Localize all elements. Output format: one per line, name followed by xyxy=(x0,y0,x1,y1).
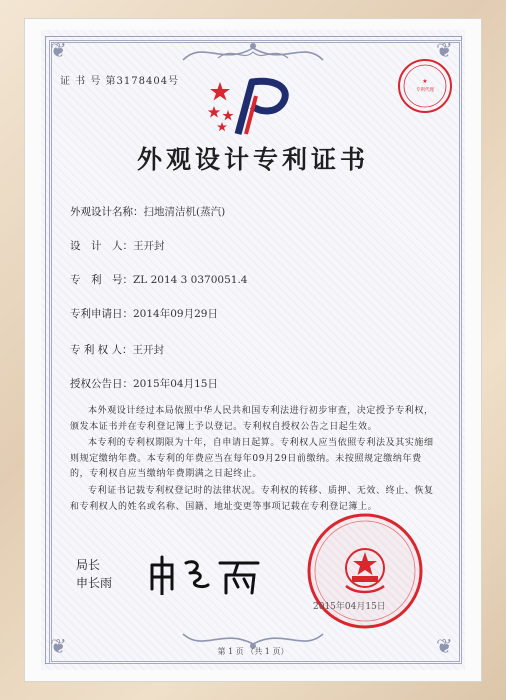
field-value: 王开封 xyxy=(133,240,165,252)
field-value: ZL 2014 3 0370051.4 xyxy=(133,274,248,286)
director-name: 申长雨 xyxy=(76,576,113,590)
corner-ornament-bottom-left: ❦ xyxy=(50,634,67,658)
director-signature xyxy=(146,555,266,595)
field-value: 扫地清洁机(蒸汽) xyxy=(143,206,226,218)
field-design-name xyxy=(70,204,225,219)
field-value: 2014年09月29日 xyxy=(133,308,218,320)
paragraph-status-notice: 专利证书记载专利权登记时的法律状况。专利权的转移、质押、无效、终止、恢复和专利权人的姓名或名称、国籍、地址变更等事项记载在专利登记簿上。 xyxy=(70,486,434,512)
field-label: 专利申请日： xyxy=(70,308,133,320)
field-label: 专 利 号： xyxy=(70,274,133,286)
top-ornament xyxy=(178,38,328,68)
svg-text:★: ★ xyxy=(422,78,428,85)
paragraph-term-notice: 本专利的专利权期限为十年，自申请日起算。专利权人应当依照专利法及其实施细则规定缴纳年费。本专利的年费应当在每年09月29日前缴纳。未按照规定缴纳年费的，专利权自应当缴纳年费期满之日起终止。 xyxy=(70,438,434,479)
field-label: 外观设计名称： xyxy=(70,206,144,218)
field-grant-date xyxy=(70,376,218,391)
certificate-number xyxy=(60,72,179,87)
paragraph-grant-notice: 本外观设计经过本局依照中华人民共和国专利法进行初步审查，决定授予专利权，颁发本证书并在专利登记簿上予以登记。专利权自授权公告之日起生效。 xyxy=(70,406,434,432)
field-patent-number xyxy=(70,272,247,287)
agency-seal xyxy=(397,58,453,114)
field-designer xyxy=(70,238,165,253)
official-seal xyxy=(306,512,424,630)
field-label: 专 利 权 人： xyxy=(70,344,133,356)
field-application-date xyxy=(70,306,218,321)
field-value: 2015年04月15日 xyxy=(133,378,218,390)
corner-ornament-top-left: ❦ xyxy=(50,38,67,62)
certificate-number-value: 第3178404号 xyxy=(105,76,180,87)
corner-ornament-top-right: ❦ xyxy=(436,38,453,62)
corner-ornament-bottom-right: ❦ xyxy=(436,634,453,658)
director-title: 局长 xyxy=(76,558,101,572)
certificate-title: 外观设计专利证书 xyxy=(136,145,369,174)
field-label: 授权公告日： xyxy=(70,378,133,390)
field-value: 王开封 xyxy=(132,344,165,356)
patent-office-logo xyxy=(206,76,302,138)
page-footer: 第 1 页 （共 1 页） xyxy=(217,647,289,656)
field-label: 设 计 人： xyxy=(70,240,133,252)
issue-date: 2015年04月15日 xyxy=(313,602,386,612)
svg-text:专利代理: 专利代理 xyxy=(416,88,434,93)
certificate-number-label: 证 书 号 xyxy=(60,76,102,87)
field-patentee xyxy=(70,342,164,357)
